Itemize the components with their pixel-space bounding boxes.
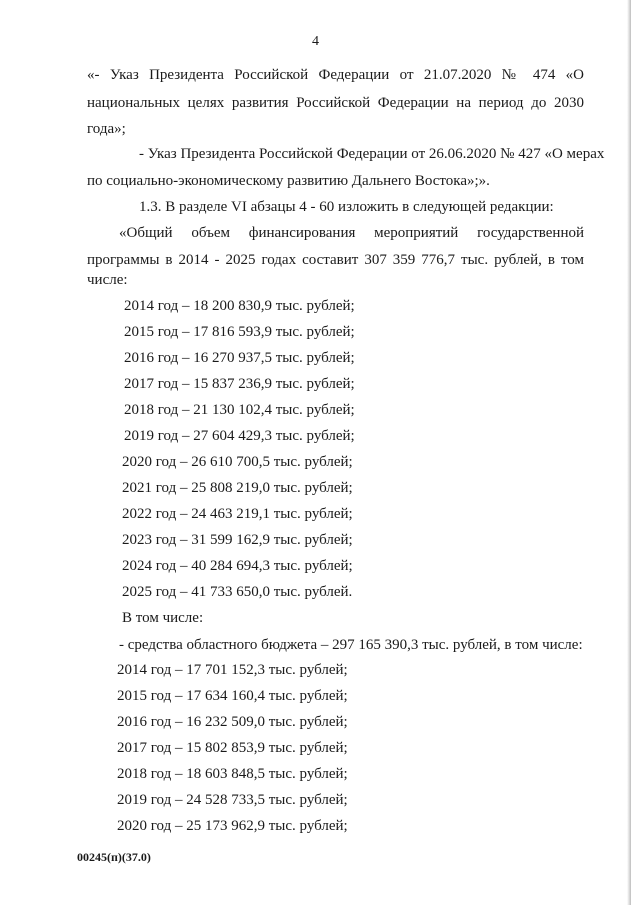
item-1-3: 1.3. В разделе VI абзацы 4 - 60 изложить в следующей редакции:: [139, 199, 554, 215]
page-number: 4: [312, 34, 319, 49]
total-year-2022: 2022 год – 24 463 219,1 тыс. рублей;: [122, 506, 353, 522]
including-label: В том числе:: [122, 610, 204, 626]
total-year-2014: 2014 год – 18 200 830,9 тыс. рублей;: [124, 298, 355, 314]
decree1-line-3: года»;: [87, 121, 126, 137]
decree2-line-1: - Указ Президента Российской Федерации от 26.06.2020 № 427 «О мерах: [139, 146, 605, 162]
decree1-line-2: национальных целях развития Российской Федерации на период до 2030: [87, 95, 584, 111]
regional-year-2019: 2019 год – 24 528 733,5 тыс. рублей;: [117, 792, 348, 808]
total-year-2023: 2023 год – 31 599 162,9 тыс. рублей;: [122, 532, 353, 548]
total-year-2021: 2021 год – 25 808 219,0 тыс. рублей;: [122, 480, 353, 496]
total-para-line-1: «Общий объем финансирования мероприятий государственной: [119, 225, 584, 241]
regional-year-2020: 2020 год – 25 173 962,9 тыс. рублей;: [117, 818, 348, 834]
total-year-2015: 2015 год – 17 816 593,9 тыс. рублей;: [124, 324, 355, 340]
regional-year-2015: 2015 год – 17 634 160,4 тыс. рублей;: [117, 688, 348, 704]
total-year-2025: 2025 год – 41 733 650,0 тыс. рублей.: [122, 584, 353, 600]
document-code: 00245(п)(37.0): [77, 850, 151, 864]
regional-year-2014: 2014 год – 17 701 152,3 тыс. рублей;: [117, 662, 348, 678]
decree2-line-2: по социально-экономическому развитию Дальнего Востока»;».: [87, 173, 490, 189]
total-year-2017: 2017 год – 15 837 236,9 тыс. рублей;: [124, 376, 355, 392]
total-year-2024: 2024 год – 40 284 694,3 тыс. рублей;: [122, 558, 353, 574]
regional-year-2017: 2017 год – 15 802 853,9 тыс. рублей;: [117, 740, 348, 756]
total-para-line-3: числе:: [87, 272, 128, 288]
regional-year-2018: 2018 год – 18 603 848,5 тыс. рублей;: [117, 766, 348, 782]
decree1-line-1: «- Указ Президента Российской Федерации от 21.07.2020 № 474 «О: [87, 67, 584, 83]
total-year-2018: 2018 год – 21 130 102,4 тыс. рублей;: [124, 402, 355, 418]
regional-year-2016: 2016 год – 16 232 509,0 тыс. рублей;: [117, 714, 348, 730]
total-year-2016: 2016 год – 16 270 937,5 тыс. рублей;: [124, 350, 355, 366]
total-para-line-2: программы в 2014 - 2025 годах составит 307 359 776,7 тыс. рублей, в том: [87, 252, 584, 268]
total-year-2019: 2019 год – 27 604 429,3 тыс. рублей;: [124, 428, 355, 444]
scan-edge-shadow: [627, 0, 631, 905]
total-year-2020: 2020 год – 26 610 700,5 тыс. рублей;: [122, 454, 353, 470]
regional-budget-line: - средства областного бюджета – 297 165 390,3 тыс. рублей, в том числе:: [119, 637, 583, 653]
